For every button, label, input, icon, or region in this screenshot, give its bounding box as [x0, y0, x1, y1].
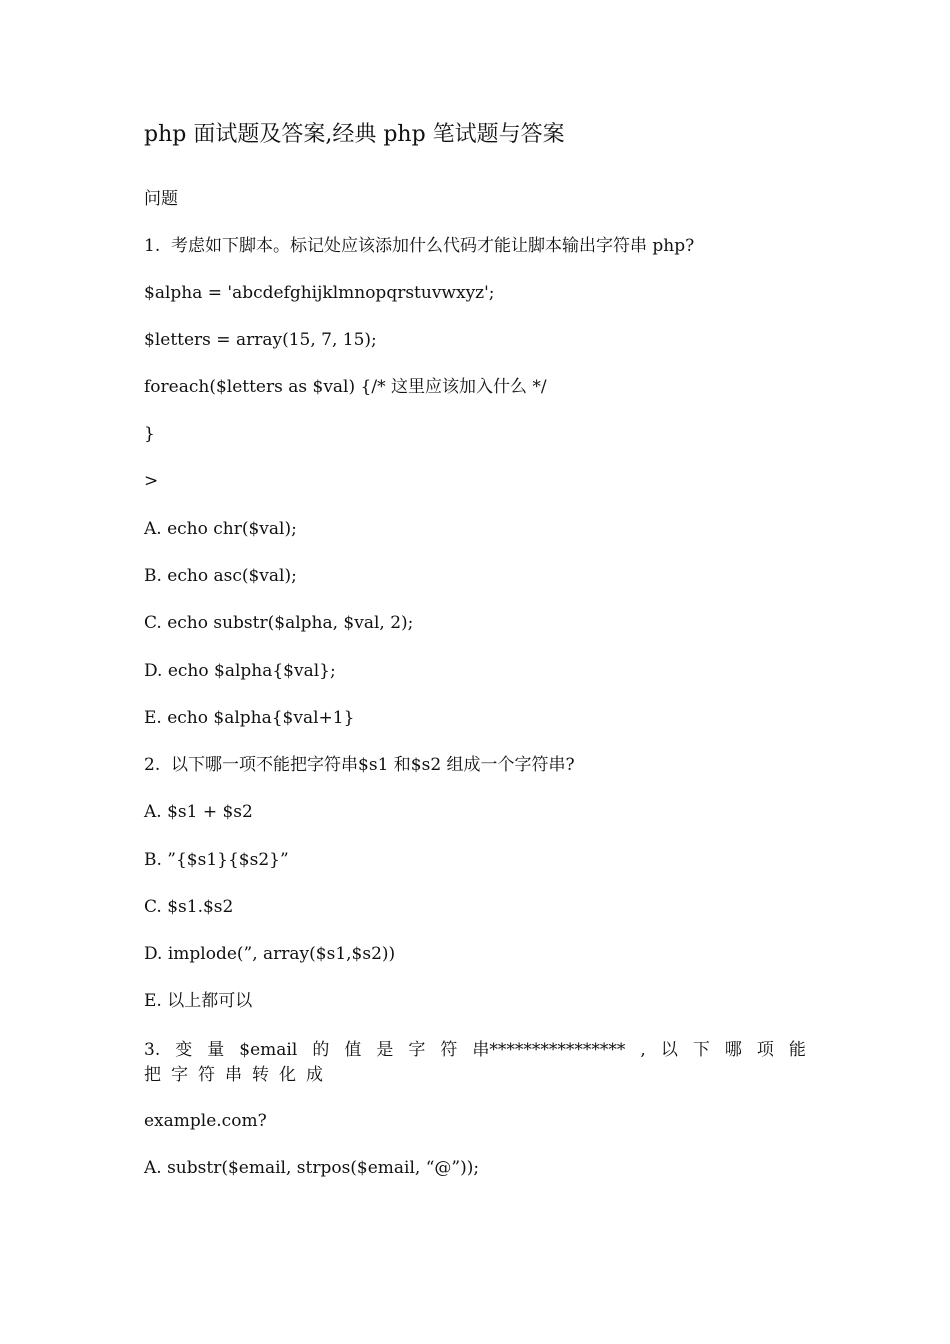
q3-word: ,: [640, 1040, 646, 1060]
q1-question: 1. 考虑如下脚本。标记处应该添加什么代码才能让脚本输出字符串 php?: [144, 236, 695, 256]
q3-question-line-2: 把字符串转化成: [144, 1065, 333, 1085]
q1-code-line: >: [144, 471, 159, 491]
q3-word: $email: [239, 1040, 298, 1060]
q3-question-line-3: example.com?: [144, 1111, 267, 1131]
q3-word: 3.: [144, 1040, 161, 1060]
q2-option-d: D. implode(”, array($s1,$s2)): [144, 944, 396, 964]
q3-word: 是: [376, 1040, 394, 1060]
q3-word: 串****************: [472, 1040, 626, 1060]
q1-option-b: B. echo asc($val);: [144, 566, 297, 586]
q3-word: 字: [408, 1040, 426, 1060]
q3-word: 变: [175, 1040, 193, 1060]
q1-code-line: $alpha = 'abcdefghijklmnopqrstuvwxyz';: [144, 283, 495, 303]
q1-option-e: E. echo $alpha{$val+1}: [144, 708, 355, 728]
q3-question: [144, 1038, 806, 1088]
q1-code-line: foreach($letters as $val) {/* 这里应该加入什么 */: [144, 377, 547, 397]
q2-option-b: B. ”{$s1}{$s2}”: [144, 850, 289, 870]
q3-word: 下: [692, 1040, 710, 1060]
document-title: php 面试题及答案,经典 php 笔试题与答案: [144, 122, 565, 147]
q3-word: 以: [660, 1040, 678, 1060]
q3-word: 项: [756, 1040, 774, 1060]
q2-option-c: C. $s1.$s2: [144, 897, 234, 917]
q1-code-line: }: [144, 424, 155, 444]
q3-option-a: A. substr($email, strpos($email, “@”));: [144, 1158, 480, 1178]
q1-code-line: $letters = array(15, 7, 15);: [144, 330, 377, 350]
section-heading: 问题: [144, 189, 178, 209]
q3-word: 哪: [724, 1040, 742, 1060]
q2-option-e: E. 以上都可以: [144, 991, 253, 1011]
q1-option-d: D. echo $alpha{$val};: [144, 661, 336, 681]
q3-question-line-1: [144, 1038, 806, 1063]
q2-option-a: A. $s1 + $s2: [144, 802, 253, 822]
q1-option-a: A. echo chr($val);: [144, 519, 297, 539]
q1-option-c: C. echo substr($alpha, $val, 2);: [144, 613, 414, 633]
q3-word: 的: [312, 1040, 330, 1060]
q3-word: 能: [788, 1040, 806, 1060]
q3-word: 符: [440, 1040, 458, 1060]
q3-word: 值: [344, 1040, 362, 1060]
q2-question: 2. 以下哪一项不能把字符串$s1 和$s2 组成一个字符串?: [144, 755, 575, 775]
q3-word: 量: [207, 1040, 225, 1060]
